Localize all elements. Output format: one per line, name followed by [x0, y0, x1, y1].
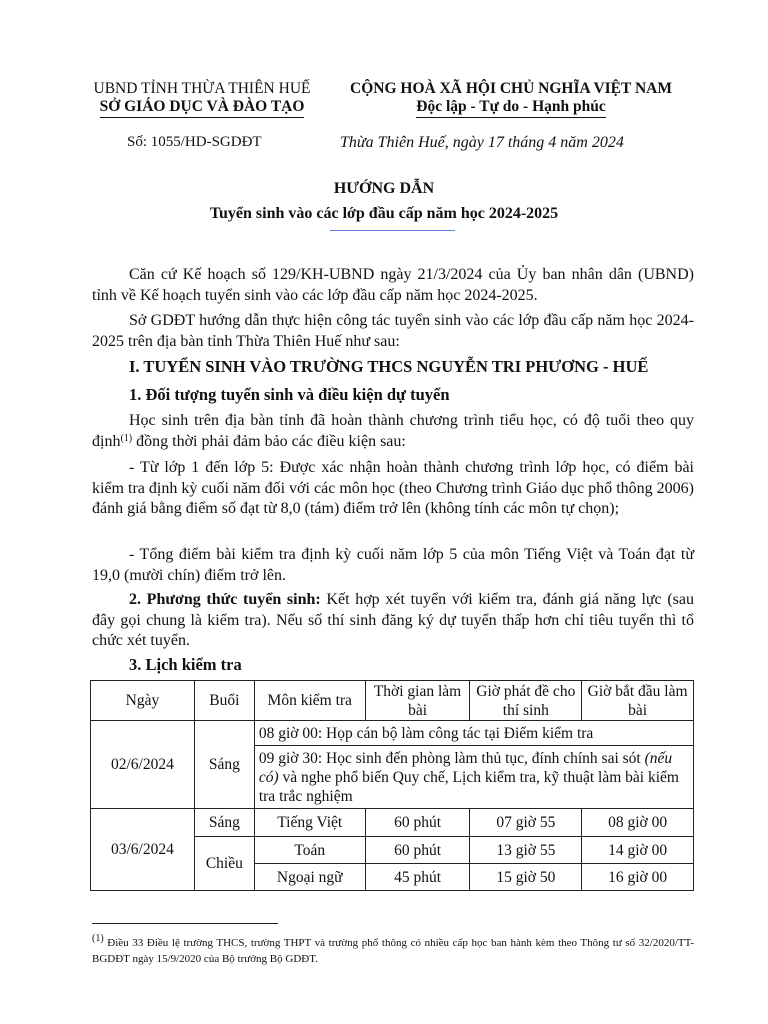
release-time-cell: 15 giờ 50 — [470, 864, 582, 891]
duration-cell: 60 phút — [365, 809, 470, 837]
org-province: UBND TỈNH THỪA THIÊN HUẾ — [93, 80, 311, 97]
footnote-ref: (1) — [120, 432, 133, 444]
session-cell: Sáng — [194, 809, 254, 837]
document-number: Số: 1055/HD-SGDĐT — [127, 134, 262, 150]
footnote: $^{(1)}$ Điều 33 Điều lệ trường THCS, trường THPT và trường phổ thông có nhiều cấp học ban hành kèm theo Thông tư số 32/2020/TT-BGDĐT ngày 15/9/2020 của Bộ trưởng Bộ GDĐT. — [92, 933, 694, 965]
paragraph-eligibility: Học sinh trên địa bàn tỉnh đã hoàn thành chương trình tiểu học, có độ tuổi theo quy định$^{(1)}$ đồng thời phải đảm bảo các điều kiện sau: — [92, 412, 694, 450]
footnote-marker: (1) — [92, 933, 104, 944]
subject-cell: Toán — [254, 837, 365, 864]
table-row — [91, 809, 694, 837]
subsection-2-heading: 2. Phương thức tuyển sinh: — [129, 591, 321, 608]
column-header: Ngày — [91, 681, 195, 721]
subject-cell: Ngoại ngữ — [254, 864, 365, 891]
paragraph-admission-method: 2. Phương thức tuyển sinh: Kết hợp xét tuyển với kiểm tra, đánh giá năng lực (sau đây gọi chung là kiểm tra). Nếu số thí sinh đăng ký dự tuyển thấp hơn chỉ tiêu tuyển thì tổ chức xét tuyển. — [92, 591, 695, 649]
date-cell: 02/6/2024 — [91, 721, 195, 809]
column-header: Thời gian làm bài — [365, 681, 470, 721]
note-cell: 09 giờ 30: Học sinh đến phòng làm thủ tục, đính chính sai sót (nếu có) và nghe phổ biến Quy chế, Lịch kiểm tra, kỹ thuật làm bài kiểm tra trắc nghiệm — [254, 746, 693, 809]
subsection-1-heading: 1. Đối tượng tuyển sinh và điều kiện dự tuyển — [129, 385, 450, 404]
duration-cell: 45 phút — [365, 864, 470, 891]
national-motto — [328, 80, 694, 118]
table-header-row — [91, 681, 694, 721]
session-cell: Chiều — [194, 837, 254, 891]
release-time-cell: 13 giờ 55 — [470, 837, 582, 864]
date-cell: 03/6/2024 — [91, 809, 195, 891]
start-time-cell: 14 giờ 00 — [582, 837, 694, 864]
nation-motto: Độc lập - Tự do - Hạnh phúc — [416, 98, 605, 118]
nation-name: CỘNG HOÀ XÃ HỘI CHỦ NGHĨA VIỆT NAM — [350, 80, 672, 97]
column-header: Buổi — [194, 681, 254, 721]
release-time-cell: 07 giờ 55 — [470, 809, 582, 837]
document-subtitle: Tuyển sinh vào các lớp đầu cấp năm học 2024-2025 — [209, 205, 559, 222]
paragraph-guidance: Sở GDĐT hướng dẫn thực hiện công tác tuyển sinh vào các lớp đầu cấp năm học 2024-2025 trên địa bàn tỉnh Thừa Thiên Huế như sau: — [92, 312, 694, 350]
paragraph-basis: Căn cứ Kế hoạch số 129/KH-UBND ngày 21/3/2024 của Ủy ban nhân dân (UBND) tỉnh về Kế hoạch tuyển sinh vào các lớp đầu cấp năm học 2024-2025. — [92, 266, 694, 304]
issuing-authority — [62, 80, 342, 118]
title-divider — [330, 230, 455, 231]
table-row — [91, 721, 694, 746]
section-heading: I. TUYỂN SINH VÀO TRƯỜNG THCS NGUYỄN TRI PHƯƠNG - HUẾ — [129, 357, 649, 376]
note-cell: 08 giờ 00: Họp cán bộ làm công tác tại Điểm kiểm tra — [254, 721, 693, 746]
condition-bullet-2: - Tổng điểm bài kiểm tra định kỳ cuối năm lớp 5 của môn Tiếng Việt và Toán đạt từ 19,0 (mười chín) điểm trở lên. — [92, 546, 694, 584]
exam-schedule-table — [90, 680, 694, 891]
place-date: Thừa Thiên Huế, ngày 17 tháng 4 năm 2024 — [340, 134, 624, 151]
footnote-divider — [92, 923, 278, 924]
start-time-cell: 16 giờ 00 — [582, 864, 694, 891]
subject-cell: Tiếng Việt — [254, 809, 365, 837]
duration-cell: 60 phút — [365, 837, 470, 864]
subsection-3-heading: 3. Lịch kiểm tra — [129, 655, 242, 674]
start-time-cell: 08 giờ 00 — [582, 809, 694, 837]
column-header: Giờ bắt đầu làm bài — [582, 681, 694, 721]
org-department: SỞ GIÁO DỤC VÀ ĐÀO TẠO — [100, 98, 305, 118]
condition-bullet-1: - Từ lớp 1 đến lớp 5: Được xác nhận hoàn thành chương trình lớp học, có điểm bài kiểm tra định kỳ cuối năm đối với các môn học (theo Chương trình Giáo dục phổ thông 2006) đánh giá bằng điểm số đạt từ 8,0 (tám) điểm trở lên (không tính các môn tự chọn); — [92, 459, 694, 517]
session-cell: Sáng — [194, 721, 254, 809]
column-header: Giờ phát đề cho thí sinh — [470, 681, 582, 721]
document-title: HƯỚNG DẪN — [333, 180, 435, 197]
column-header: Môn kiểm tra — [254, 681, 365, 721]
